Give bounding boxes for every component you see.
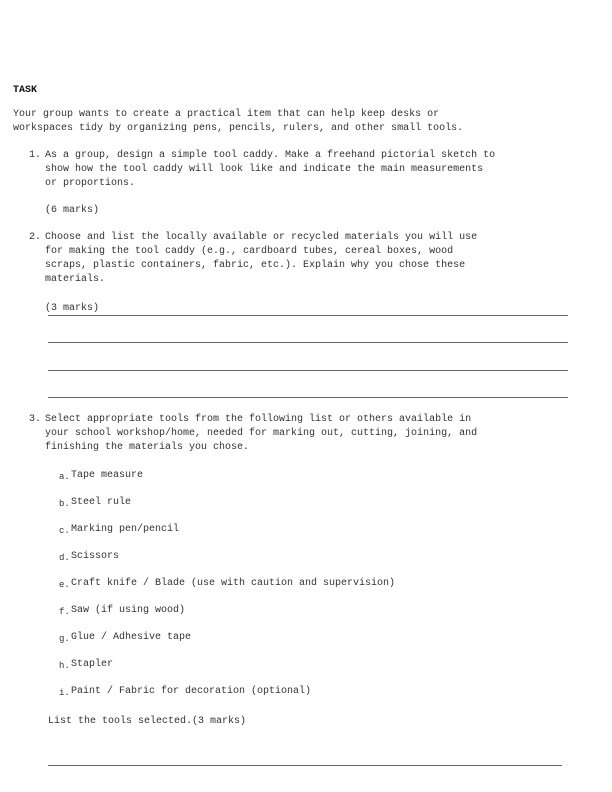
tool-item: Glue / Adhesive tape	[71, 632, 192, 643]
question-marks: (6 marks)	[45, 205, 100, 216]
task-heading: TASK	[13, 85, 38, 96]
question-text: Choose and list the locally available or recycled materials you will use	[45, 232, 478, 243]
tool-item: Scissors	[71, 551, 120, 562]
question-text: materials.	[45, 274, 106, 285]
question-text: your school workshop/home, needed for marking out, cutting, joining, and	[45, 428, 478, 439]
tool-letter: f.	[59, 607, 70, 617]
tool-letter: c.	[59, 526, 70, 536]
tool-letter: h.	[59, 661, 70, 671]
tool-letter: b.	[59, 499, 70, 509]
answer-line[interactable]	[48, 315, 568, 316]
answer-line[interactable]	[48, 397, 568, 398]
tool-letter: d.	[59, 553, 70, 563]
intro-line: Your group wants to create a practical item that can help keep desks or	[13, 109, 440, 120]
tool-item: Craft knife / Blade (use with caution and supervision)	[71, 578, 396, 589]
question-text: finishing the materials you chose.	[45, 442, 250, 453]
answer-line[interactable]	[48, 342, 568, 343]
question-text: As a group, design a simple tool caddy. Make a freehand pictorial sketch to	[45, 150, 496, 161]
tool-letter: i.	[59, 688, 70, 698]
question-number: 3.	[29, 414, 42, 425]
question-text: show how the tool caddy will look like and indicate the main measurements	[45, 164, 484, 175]
intro-line: workspaces tidy by organizing pens, pencils, rulers, and other small tools.	[13, 123, 464, 134]
tool-letter: a.	[59, 472, 70, 482]
tool-letter: g.	[59, 634, 70, 644]
tool-item: Marking pen/pencil	[71, 524, 180, 535]
tool-letter: e.	[59, 580, 70, 590]
question-number: 1.	[29, 150, 42, 161]
question-marks: (3 marks)	[45, 303, 100, 314]
answer-line[interactable]	[48, 370, 568, 371]
tool-item: Paint / Fabric for decoration (optional)	[71, 686, 312, 697]
question-text: for making the tool caddy (e.g., cardboard tubes, cereal boxes, wood	[45, 246, 454, 257]
answer-line[interactable]	[48, 765, 562, 766]
question-number: 2.	[29, 232, 42, 243]
tool-item: Stapler	[71, 659, 114, 670]
question-text: scraps, plastic containers, fabric, etc.). Explain why you chose these	[45, 260, 466, 271]
list-tools-prompt: List the tools selected.(3 marks)	[48, 716, 247, 727]
tool-item: Steel rule	[71, 497, 132, 508]
tool-item: Tape measure	[71, 470, 144, 481]
question-text: Select appropriate tools from the following list or others available in	[45, 414, 472, 425]
tool-item: Saw (if using wood)	[71, 605, 186, 616]
question-text: or proportions.	[45, 178, 136, 189]
